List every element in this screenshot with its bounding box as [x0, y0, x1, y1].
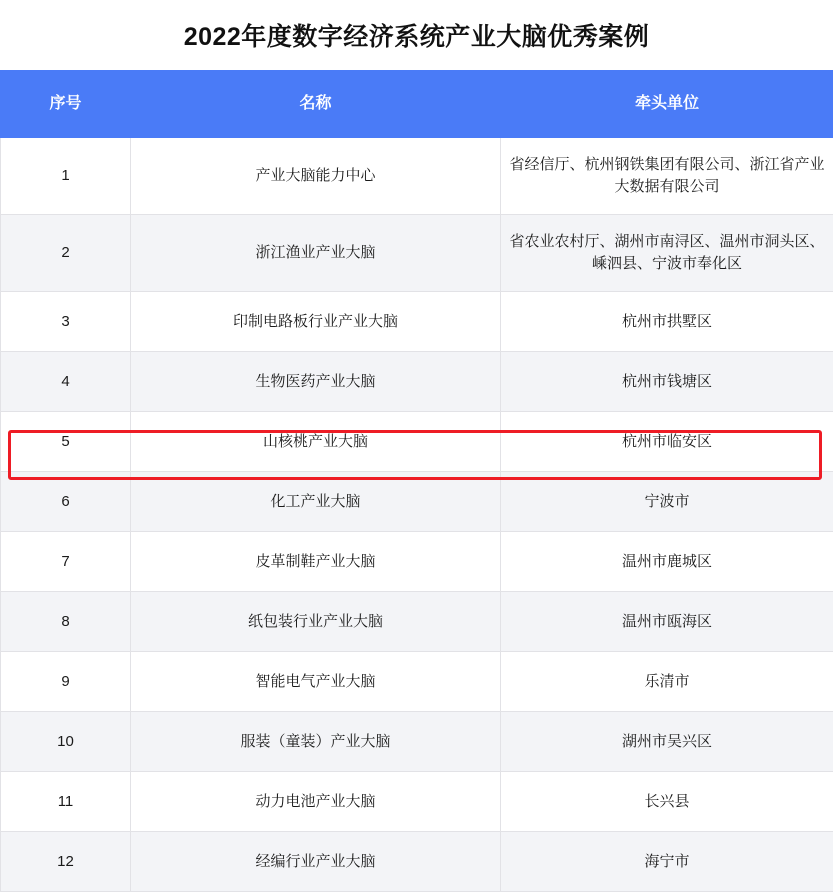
cell-name: 印制电路板行业产业大脑	[131, 292, 501, 352]
table-row	[1, 532, 833, 592]
cell-org: 杭州市临安区	[501, 412, 833, 472]
table-row	[1, 292, 833, 352]
cell-name: 皮革制鞋产业大脑	[131, 532, 501, 592]
column-header-name: 名称	[131, 71, 501, 138]
cell-name: 山核桃产业大脑	[131, 412, 501, 472]
cell-no: 11	[1, 772, 131, 832]
cell-org: 省农业农村厅、湖州市南浔区、温州市洞头区、嵊泗县、宁波市奉化区	[501, 215, 833, 292]
table-row	[1, 215, 833, 292]
table-row	[1, 652, 833, 712]
cell-name: 产业大脑能力中心	[131, 138, 501, 215]
cell-name: 服装（童装）产业大脑	[131, 712, 501, 772]
cell-no: 1	[1, 138, 131, 215]
cell-no: 8	[1, 592, 131, 652]
table-row	[1, 772, 833, 832]
cell-no: 7	[1, 532, 131, 592]
cell-no: 3	[1, 292, 131, 352]
cell-org: 杭州市拱墅区	[501, 292, 833, 352]
table-header-row	[1, 71, 833, 138]
cell-no: 6	[1, 472, 131, 532]
cell-org: 湖州市吴兴区	[501, 712, 833, 772]
page-title: 2022年度数字经济系统产业大脑优秀案例	[0, 0, 833, 70]
cell-name: 智能电气产业大脑	[131, 652, 501, 712]
column-header-no: 序号	[1, 71, 131, 138]
cell-name: 经编行业产业大脑	[131, 832, 501, 892]
table-row	[1, 412, 833, 472]
cell-org: 温州市瓯海区	[501, 592, 833, 652]
cell-no: 5	[1, 412, 131, 472]
cell-name: 化工产业大脑	[131, 472, 501, 532]
cell-no: 10	[1, 712, 131, 772]
cell-name: 浙江渔业产业大脑	[131, 215, 501, 292]
cell-no: 9	[1, 652, 131, 712]
cell-org: 宁波市	[501, 472, 833, 532]
cell-org: 海宁市	[501, 832, 833, 892]
cell-org: 杭州市钱塘区	[501, 352, 833, 412]
cases-table	[0, 70, 833, 892]
table-row-highlighted	[1, 472, 833, 532]
cell-org: 长兴县	[501, 772, 833, 832]
column-header-org: 牵头单位	[501, 71, 833, 138]
cell-name: 纸包装行业产业大脑	[131, 592, 501, 652]
cell-org: 省经信厅、杭州钢铁集团有限公司、浙江省产业大数据有限公司	[501, 138, 833, 215]
table-row	[1, 712, 833, 772]
cell-org: 乐清市	[501, 652, 833, 712]
cell-no: 2	[1, 215, 131, 292]
table-row	[1, 592, 833, 652]
cell-name: 动力电池产业大脑	[131, 772, 501, 832]
cell-name: 生物医药产业大脑	[131, 352, 501, 412]
table-row	[1, 138, 833, 215]
table-row	[1, 832, 833, 892]
table-body	[1, 138, 833, 892]
table-header	[1, 71, 833, 138]
cell-org: 温州市鹿城区	[501, 532, 833, 592]
cell-no: 4	[1, 352, 131, 412]
cell-no: 12	[1, 832, 131, 892]
table-row	[1, 352, 833, 412]
